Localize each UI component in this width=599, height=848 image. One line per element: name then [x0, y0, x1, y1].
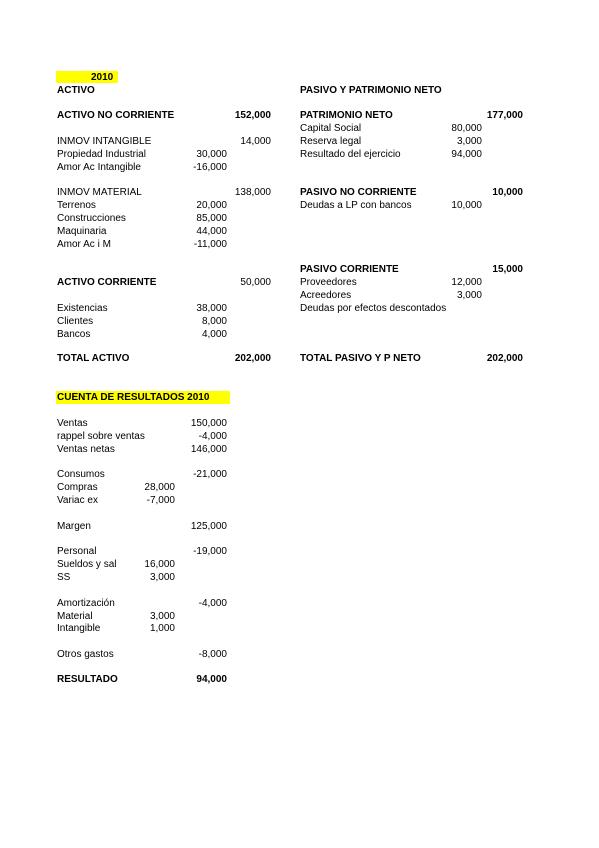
list-item-label: Amor Ac i M [57, 239, 111, 250]
activo-no-corriente-value: 152,000 [234, 110, 271, 121]
list-item-label: Amor Ac Intangible [57, 162, 141, 173]
ventas-value: 150,000 [190, 418, 227, 429]
list-item-value: 38,000 [196, 303, 227, 314]
list-item-value: -16,000 [193, 162, 227, 173]
ventas-label: Ventas [57, 418, 88, 429]
total-activo-value: 202,000 [234, 353, 271, 364]
compras-value: 28,000 [144, 482, 175, 493]
list-item-value: 80,000 [451, 123, 482, 134]
list-item-label: Proveedores [300, 277, 357, 288]
inmov-intangible-value: 14,000 [240, 136, 271, 147]
intangible-value: 1,000 [149, 623, 175, 634]
otros-gastos-value: -8,000 [198, 649, 227, 660]
activo-corriente-label: ACTIVO CORRIENTE [57, 277, 157, 288]
list-item-label: Construcciones [57, 213, 126, 224]
margen-value: 125,000 [190, 521, 227, 532]
margen-label: Margen [57, 521, 91, 532]
ventas-netas-label: Ventas netas [57, 444, 115, 455]
amortizacion-label: Amortización [57, 598, 115, 609]
list-item-value: 3,000 [456, 136, 482, 147]
patrimonio-neto-value: 177,000 [486, 110, 523, 121]
compras-label: Compras [57, 482, 98, 493]
list-item-label: Capital Social [300, 123, 362, 134]
pasivo-no-corriente-label: PASIVO NO CORRIENTE [300, 187, 417, 198]
resultados-title: CUENTA DE RESULTADOS 2010 [57, 392, 210, 403]
consumos-value: -21,000 [193, 469, 227, 480]
inmov-material-value: 138,000 [234, 187, 271, 198]
list-item-value: 10,000 [451, 200, 482, 211]
list-item-value: 4,000 [201, 329, 227, 340]
sueldos-value: 16,000 [144, 559, 175, 570]
resultado-label: RESULTADO [57, 674, 118, 685]
activo-heading: ACTIVO [57, 85, 95, 96]
amortizacion-value: -4,000 [198, 598, 227, 609]
list-item-label: Deudas por efectos descontados [300, 303, 447, 314]
list-item-label: Clientes [57, 316, 94, 327]
intangible-label: Intangible [57, 623, 101, 634]
ss-value: 3,000 [149, 572, 175, 583]
inmov-intangible-label: INMOV INTANGIBLE [57, 136, 152, 147]
patrimonio-neto-label: PATRIMONIO NETO [300, 110, 393, 121]
variac-ex-label: Variac ex [57, 495, 98, 506]
list-item-value: 44,000 [196, 226, 227, 237]
list-item-label: Reserva legal [300, 136, 362, 147]
total-pasivo-value: 202,000 [486, 353, 523, 364]
inmov-material-label: INMOV MATERIAL [57, 187, 142, 198]
list-item-label: Acreedores [300, 290, 352, 301]
total-activo-label: TOTAL ACTIVO [57, 353, 130, 364]
sueldos-label: Sueldos y sal [57, 559, 117, 570]
pasivo-heading: PASIVO Y PATRIMONIO NETO [300, 85, 442, 96]
pasivo-no-corriente-value: 10,000 [492, 187, 523, 198]
pasivo-corriente-label: PASIVO CORRIENTE [300, 264, 399, 275]
otros-gastos-label: Otros gastos [57, 649, 114, 660]
consumos-label: Consumos [57, 469, 105, 480]
personal-value: -19,000 [193, 546, 227, 557]
list-item-label: Terrenos [57, 200, 96, 211]
balance-year: 2010 [91, 72, 114, 83]
list-item-label: Maquinaria [57, 226, 107, 237]
activo-no-corriente-label: ACTIVO NO CORRIENTE [57, 110, 175, 121]
list-item-value: 8,000 [201, 316, 227, 327]
list-item-value: 30,000 [196, 149, 227, 160]
list-item-value: 20,000 [196, 200, 227, 211]
rappel-label: rappel sobre ventas [57, 431, 145, 442]
material-value: 3,000 [149, 611, 175, 622]
resultado-value: 94,000 [196, 674, 227, 685]
list-item-value: 94,000 [451, 149, 482, 160]
list-item-label: Deudas a LP con bancos [300, 200, 412, 211]
pasivo-corriente-value: 15,000 [492, 264, 523, 275]
list-item-label: Propiedad Industrial [57, 149, 146, 160]
total-pasivo-label: TOTAL PASIVO Y P NETO [300, 353, 421, 364]
list-item-label: Bancos [57, 329, 91, 340]
personal-label: Personal [57, 546, 97, 557]
material-label: Material [57, 611, 93, 622]
ventas-netas-value: 146,000 [190, 444, 227, 455]
activo-corriente-value: 50,000 [240, 277, 271, 288]
rappel-value: -4,000 [198, 431, 227, 442]
list-item-label: Resultado del ejercicio [300, 149, 401, 160]
list-item-value: 12,000 [451, 277, 482, 288]
list-item-value: 85,000 [196, 213, 227, 224]
list-item-value: 3,000 [456, 290, 482, 301]
ss-label: SS [57, 572, 71, 583]
variac-ex-value: -7,000 [146, 495, 175, 506]
list-item-label: Existencias [57, 303, 108, 314]
list-item-value: -11,000 [193, 239, 227, 250]
